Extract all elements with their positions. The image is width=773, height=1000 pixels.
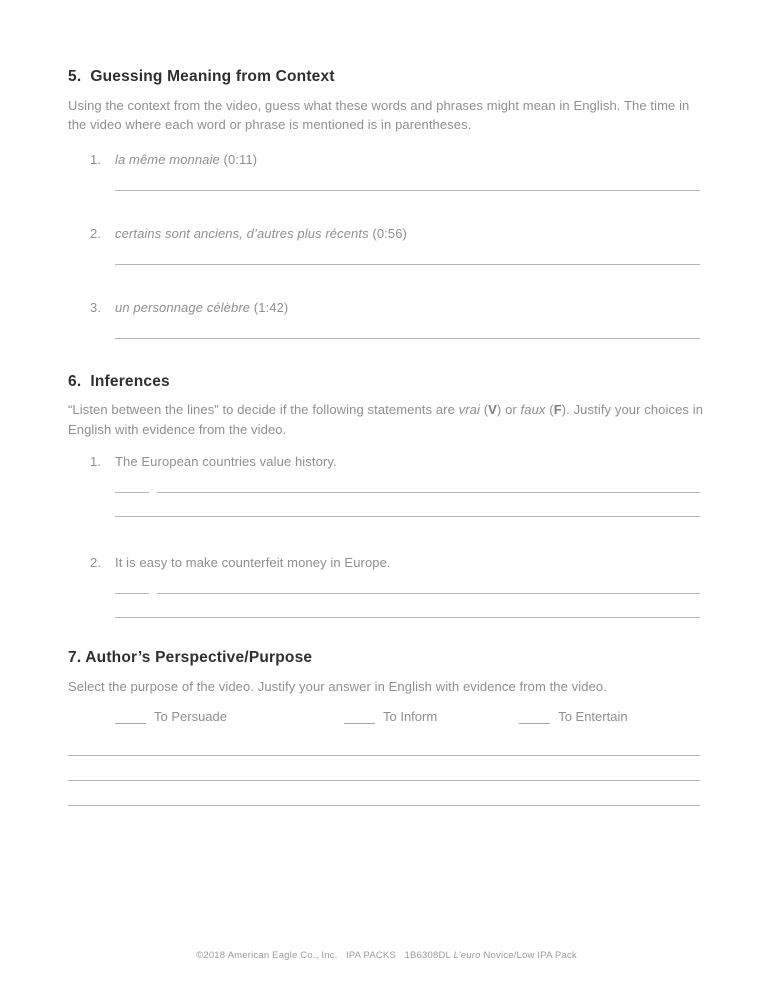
- instr-text: “Listen between the lines” to decide if the following statements are: [68, 402, 459, 418]
- item-number: 2.: [90, 555, 102, 571]
- justification-line: [68, 755, 700, 756]
- item-number: 1.: [90, 151, 102, 167]
- section6-instructions: [68, 400, 705, 439]
- vocab-phrase: [115, 298, 288, 317]
- checkbox-blank-line: [344, 722, 375, 724]
- vocab-phrase: [115, 150, 257, 169]
- section5-heading: 5. Guessing Meaning from Context: [68, 68, 335, 85]
- instr-text: (: [545, 402, 554, 418]
- footer-text: ©2018 American Eagle Co., Inc. IPA PACKS 1B6308DL: [196, 950, 454, 961]
- section7-heading: 7. Author’s Perspective/Purpose: [68, 649, 313, 667]
- option-label: To Entertain: [558, 709, 628, 725]
- section5-instructions: Using the context from the video, guess what these words and phrases might mean in English. The time in the video where each word or phrase is mentioned is in parentheses.: [68, 97, 690, 133]
- french-phrase: la même monnaie: [115, 151, 220, 167]
- timestamp: (0:56): [368, 225, 407, 241]
- option-label: To Inform: [383, 709, 438, 725]
- item-number: 3.: [90, 299, 102, 315]
- statement-text: It is easy to make counterfeit money in Europe.: [115, 555, 391, 571]
- item-number: 1.: [90, 454, 102, 470]
- f-letter: F: [553, 402, 562, 418]
- answer-line: [115, 338, 700, 339]
- section7-instructions: Select the purpose of the video. Justify your answer in English with evidence from the video.: [68, 678, 607, 694]
- checkbox-blank-line: [115, 722, 146, 724]
- justification-line: [68, 780, 700, 781]
- vf-answer-row: [115, 592, 700, 594]
- vocab-phrase: [115, 224, 407, 243]
- vf-blank-line: [115, 592, 149, 594]
- timestamp: (0:11): [219, 151, 258, 167]
- item-number: 2.: [90, 225, 102, 241]
- footer-text: Novice/Low IPA Pack: [480, 950, 577, 961]
- statement-text: The European countries value history.: [115, 454, 337, 470]
- justification-line-2: [115, 516, 700, 517]
- vf-answer-row: [115, 491, 700, 493]
- section-guessing-meaning: [68, 68, 705, 339]
- vocab-item-3: [90, 298, 705, 317]
- inference-item-2: [90, 553, 705, 572]
- v-letter: V: [488, 402, 497, 418]
- vocab-item-2: [90, 224, 705, 243]
- vf-blank-line: [115, 491, 149, 493]
- inference-item-1: [90, 452, 705, 471]
- answer-line: [115, 264, 700, 265]
- justification-line: [157, 491, 700, 493]
- instr-text: (: [479, 402, 489, 418]
- justification-line: [157, 592, 700, 594]
- option-to-persuade: [115, 709, 227, 724]
- section-inferences: [68, 373, 705, 619]
- timestamp: (1:42): [250, 299, 289, 315]
- option-to-entertain: [519, 709, 627, 724]
- instr-text: ). Justify your choices in English with evidence from the video.: [68, 402, 704, 437]
- option-to-inform: [344, 709, 437, 724]
- justification-line: [68, 805, 700, 806]
- vrai-word: vrai: [458, 402, 480, 418]
- option-label: To Persuade: [154, 709, 227, 725]
- answer-line: [115, 190, 700, 191]
- vocab-item-1: [90, 150, 705, 169]
- section-author-purpose: [68, 649, 705, 806]
- section6-heading: 6. Inferences: [68, 372, 170, 390]
- footer-title-italic: L’euro: [453, 950, 481, 961]
- checkbox-blank-line: [519, 722, 550, 724]
- page-footer: [0, 950, 773, 961]
- instr-text: ) or: [496, 402, 521, 418]
- french-phrase: un personnage célèbre: [115, 299, 251, 315]
- justification-line-2: [115, 617, 700, 618]
- french-phrase: certains sont anciens, d’autres plus récents: [115, 225, 369, 241]
- faux-word: faux: [520, 402, 546, 418]
- purpose-options-row: [115, 709, 705, 724]
